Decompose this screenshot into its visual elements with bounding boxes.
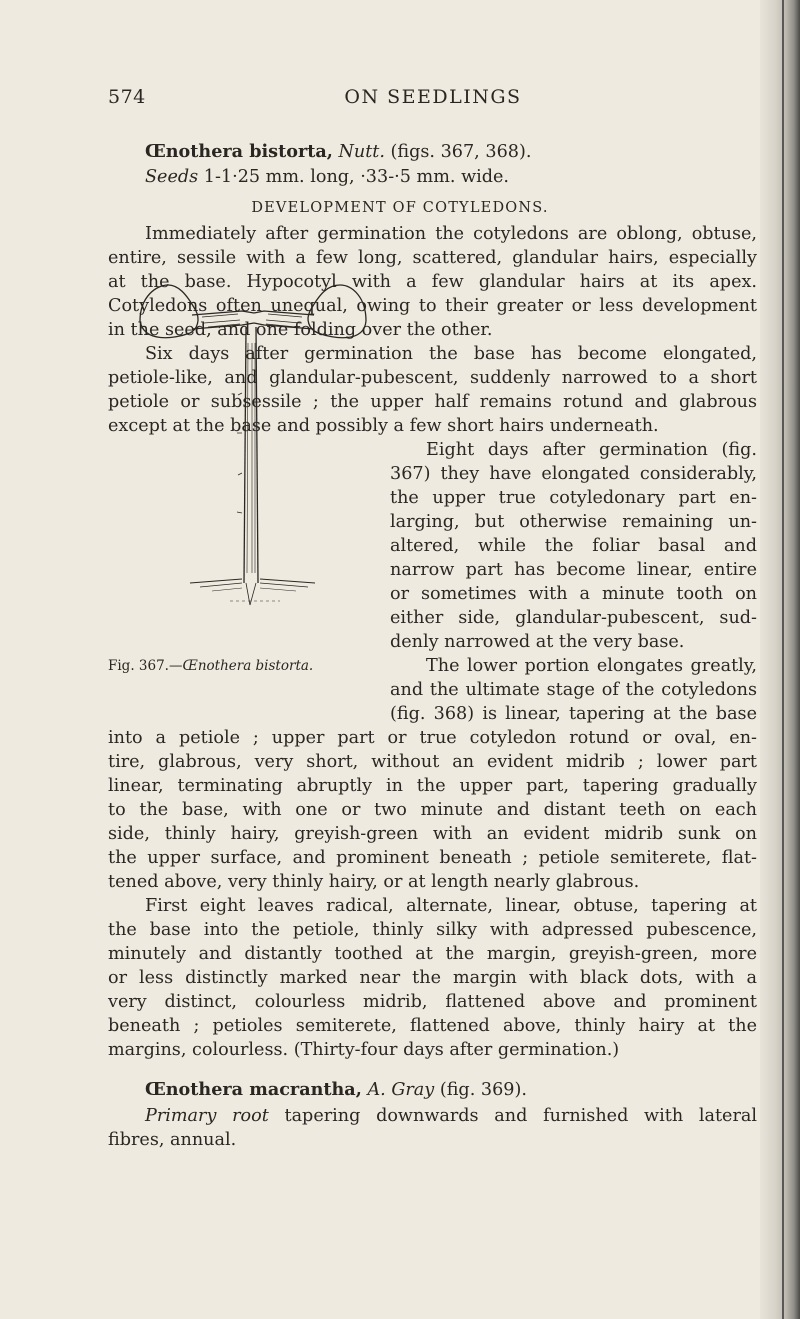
text-line: linear, terminating abruptly in the upper part, tapering gradually	[108, 776, 757, 796]
seedling-illustration	[130, 283, 380, 653]
species-author-2: A. Gray	[367, 1080, 435, 1100]
text-line: except at the base and possibly a few short hairs underneath.	[108, 416, 659, 436]
root-label: Primary root	[145, 1106, 269, 1126]
figure-caption	[108, 658, 313, 674]
text-line: beneath ; petioles semiterete, flattened above, thinly hairy at the	[108, 1016, 757, 1036]
species-name: Œnothera bistorta,	[145, 141, 333, 162]
running-head	[108, 86, 758, 114]
text-line: tire, glabrous, very short, without an evident midrib ; lower part	[108, 752, 757, 772]
seeds-text: 1-1·25 mm. long, ·33-·5 mm. wide.	[203, 167, 510, 187]
text-line: minutely and distantly toothed at the margin, greyish-green, more	[108, 944, 757, 964]
page-number: 574	[108, 86, 146, 108]
root-line	[145, 1104, 757, 1128]
text-line: margins, colourless. (Thirty-four days after germination.)	[108, 1040, 620, 1060]
text-line: Eight days after germination (fig.	[426, 440, 757, 460]
text-line: 367) they have elongated considerably,	[390, 464, 757, 484]
section-heading: DEVELOPMENT OF COTYLEDONS.	[251, 200, 549, 216]
text-line: petiole or subsessile ; the upper half remains rotund and glabrous	[108, 392, 757, 412]
text-line: into a petiole ; upper part or true cotyledon rotund or oval, en-	[108, 728, 757, 748]
species-author: Nutt.	[338, 142, 385, 162]
text-line: at the base. Hypocotyl with a few glandular hairs at its apex.	[108, 272, 757, 292]
text-line: Six days after germination the base has become elongated,	[145, 344, 757, 364]
species-heading	[145, 140, 531, 164]
text-line: to the base, with one or two minute and distant teeth on each	[108, 800, 757, 820]
text-line: entire, sessile with a few long, scattered, glandular hairs, especially	[108, 248, 757, 268]
text-line: either side, glandular-pubescent, sud-	[390, 608, 757, 628]
species-heading-2	[145, 1078, 527, 1102]
text-line: Cotyledons often unequal, owing to their greater or less development	[108, 296, 757, 316]
text-line: side, thinly hairy, greyish-green with an evident midrib sunk on	[108, 824, 757, 844]
text-line: (fig. 368) is linear, tapering at the base	[390, 704, 757, 724]
text-line: very distinct, colourless midrib, flattened above and prominent	[108, 992, 757, 1012]
figure-caption-prefix: Fig. 367.—	[108, 658, 183, 674]
text-line: fibres, annual.	[108, 1130, 237, 1150]
seeds-line	[145, 165, 509, 189]
text-line: the upper true cotyledonary part en-	[390, 488, 757, 508]
text-line: in the seed, and one folding over the other.	[108, 320, 493, 340]
text-line: the base into the petiole, thinly silky with adpressed pubescence,	[108, 920, 757, 940]
species-figs-2: (fig. 369).	[439, 1080, 527, 1100]
text-line: denly narrowed at the very base.	[390, 632, 685, 652]
text-line: the upper surface, and prominent beneath ; petiole semiterete, flat-	[108, 848, 757, 868]
text-line: larging, but otherwise remaining un-	[390, 512, 757, 532]
text-line: tened above, very thinly hairy, or at length nearly glabrous.	[108, 872, 640, 892]
figure-seedling	[130, 283, 380, 653]
text-line: or less distinctly marked near the margin with black dots, with a	[108, 968, 757, 988]
text-line: narrow part has become linear, entire	[390, 560, 757, 580]
running-title: ON SEEDLINGS	[344, 86, 522, 108]
figure-caption-species: Œnothera bistorta.	[182, 658, 314, 674]
text-line: The lower portion elongates greatly,	[426, 656, 757, 676]
species-name-2: Œnothera macrantha,	[145, 1079, 362, 1100]
text-line: petiole-like, and glandular-pubescent, suddenly narrowed to a short	[108, 368, 757, 388]
text-line: altered, while the foliar basal and	[390, 536, 757, 556]
seeds-label: Seeds	[145, 167, 199, 187]
text-line: Immediately after germination the cotyledons are oblong, obtuse,	[145, 224, 757, 244]
right-cotyledon	[308, 285, 366, 338]
text-line: and the ultimate stage of the cotyledons	[390, 680, 757, 700]
text-line: or sometimes with a minute tooth on	[390, 584, 757, 604]
text-line: First eight leaves radical, alternate, linear, obtuse, tapering at	[145, 896, 757, 916]
root-text: tapering downwards and furnished with lateral	[284, 1106, 757, 1126]
species-figs: (figs. 367, 368).	[390, 142, 532, 162]
left-cotyledon	[140, 285, 198, 338]
